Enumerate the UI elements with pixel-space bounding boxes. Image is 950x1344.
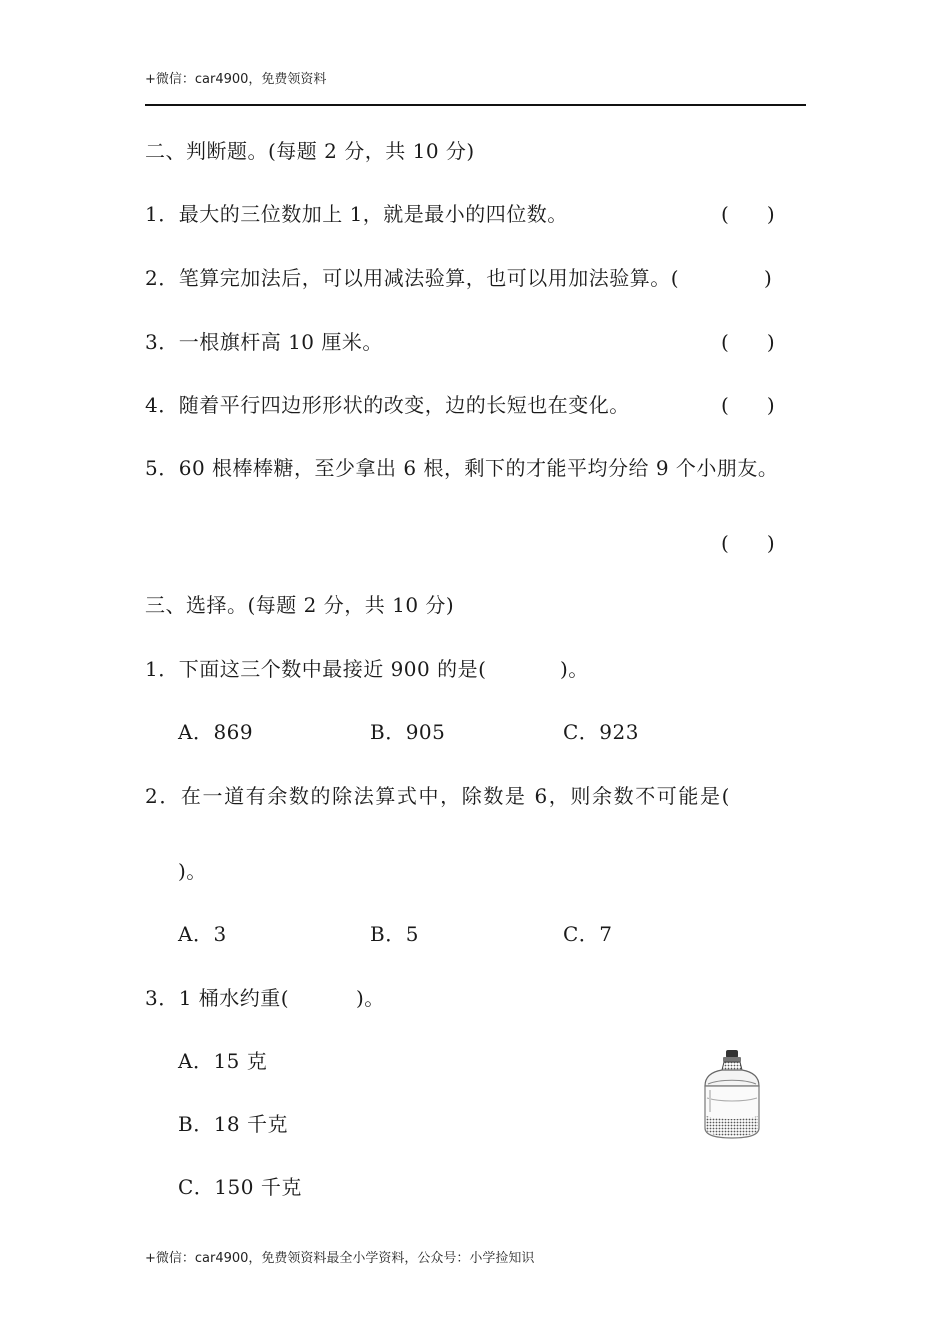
q1-option-a[interactable]: A．869 — [178, 720, 254, 744]
answer-blank-5[interactable]: ( ) — [721, 531, 775, 555]
page-header: +微信：car4900，免费领资料 — [145, 72, 327, 87]
q2-option-a[interactable]: A．3 — [178, 922, 227, 946]
answer-blank-2[interactable]: ) — [764, 266, 772, 290]
q3-option-c[interactable]: C．150 千克 — [178, 1175, 302, 1199]
choice-q1-stem: 1．下面这三个数中最接近 900 的是( — [145, 657, 487, 681]
section2-title: 二、判断题。(每题 2 分，共 10 分) — [145, 139, 475, 163]
q1-option-c[interactable]: C．923 — [563, 720, 639, 744]
judge-item-1: 1．最大的三位数加上 1，就是最小的四位数。 — [145, 202, 568, 226]
judge-item-2: 2．笔算完加法后，可以用减法验算，也可以用加法验算。( — [145, 266, 680, 290]
page-footer: +微信：car4900，免费领资料最全小学资料，公众号：小学捡知识 — [145, 1251, 535, 1266]
choice-q3-stem-end: )。 — [356, 986, 385, 1010]
judge-item-5: 5．60 根棒棒糖，至少拿出 6 根，剩下的才能平均分给 9 个小朋友。 — [145, 456, 779, 480]
choice-q3-stem: 3．1 桶水约重( — [145, 986, 290, 1010]
answer-blank-4[interactable]: ( ) — [721, 393, 775, 417]
q2-option-b[interactable]: B．5 — [370, 922, 419, 946]
section3-title: 三、选择。(每题 2 分，共 10 分) — [145, 593, 455, 617]
answer-blank-1[interactable]: ( ) — [721, 202, 775, 226]
choice-q1-stem-end: )。 — [560, 657, 589, 681]
header-divider — [145, 104, 806, 106]
q3-option-a[interactable]: A．15 克 — [178, 1049, 268, 1073]
q3-option-b[interactable]: B．18 千克 — [178, 1112, 289, 1136]
q1-option-b[interactable]: B．905 — [370, 720, 446, 744]
choice-q2-stem-end: )。 — [178, 859, 207, 883]
q2-option-c[interactable]: C．7 — [563, 922, 613, 946]
choice-q2-stem: 2．在一道有余数的除法算式中，除数是 6，则余数不可能是( — [145, 784, 732, 808]
answer-blank-3[interactable]: ( ) — [721, 330, 775, 354]
judge-item-3: 3．一根旗杆高 10 厘米。 — [145, 330, 383, 354]
water-bucket-icon — [700, 1046, 764, 1140]
judge-item-4: 4．随着平行四边形形状的改变，边的长短也在变化。 — [145, 393, 630, 417]
